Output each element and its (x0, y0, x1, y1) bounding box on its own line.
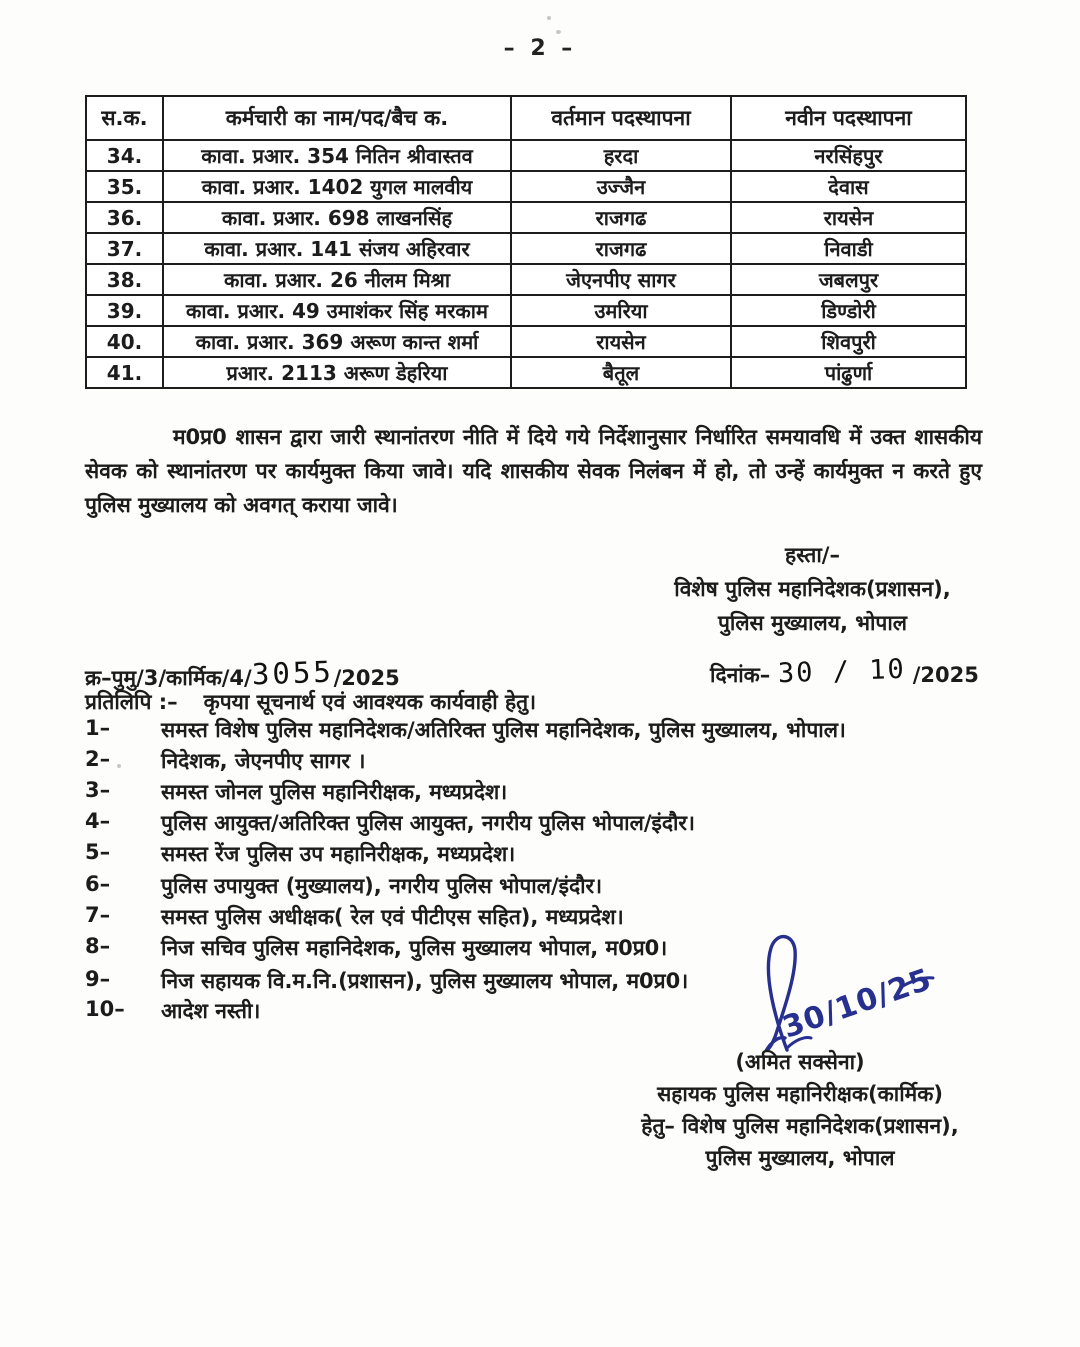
handwritten-signature (735, 930, 975, 1060)
cell-name: कावा. प्रआर. 141 संजय अहिरवार (163, 233, 511, 264)
signatory-office: पुलिस मुख्यालय, भोपाल (717, 611, 908, 635)
cell-name: कावा. प्रआर. 1402 युगल मालवीय (163, 171, 511, 202)
table-row (86, 357, 966, 388)
reference-number (85, 654, 400, 692)
list-item-number: 8– (85, 934, 111, 958)
list-item-number: 1– (85, 716, 111, 740)
col-header-current-posting: वर्तमान पदस्थापना (511, 96, 731, 140)
cell-current: राजगढ (511, 233, 731, 264)
list-item (85, 872, 985, 903)
list-item-text: आदेश नस्ती। (161, 999, 261, 1023)
cell-sno: 41. (86, 357, 163, 388)
list-item (85, 809, 985, 840)
list-item-text: पुलिस उपायुक्त (मुख्यालय), नगरीय पुलिस भोपाल/इंदौर। (161, 874, 603, 898)
list-item-text: पुलिस आयुक्त/अतिरिक्त पुलिस आयुक्त, नगरीय पुलिस भोपाल/इंदौर। (161, 811, 695, 835)
list-item-number: 9– (85, 967, 111, 991)
date-label: दिनांक– (710, 663, 771, 687)
list-item-text: समस्त जोनल पुलिस महानिरीक्षक, मध्यप्रदेश। (161, 780, 508, 804)
list-item-number: 5– (85, 840, 111, 864)
cell-current: जेएनपीए सागर (511, 264, 731, 295)
cell-new: नरसिंहपुर (731, 140, 966, 171)
cell-new: शिवपुरी (731, 326, 966, 357)
table-row (86, 202, 966, 233)
cell-sno: 40. (86, 326, 163, 357)
copy-to-heading (85, 688, 985, 716)
cell-current: उमरिया (511, 295, 731, 326)
reference-number-handwritten: 3055 (251, 654, 335, 692)
col-header-name: कर्मचारी का नाम/पद/बैच क. (163, 96, 511, 140)
list-item (85, 778, 985, 809)
list-item-text: निज सहायक वि.म.नि.(प्रशासन), पुलिस मुख्यालय भोपाल, म0प्र0। (161, 969, 689, 993)
cell-sno: 34. (86, 140, 163, 171)
scan-speck (556, 30, 561, 34)
table-row (86, 140, 966, 171)
scan-speck (547, 16, 551, 20)
list-item-number: 7– (85, 903, 111, 927)
cell-sno: 38. (86, 264, 163, 295)
list-item-number: 4– (85, 809, 111, 833)
cell-name: प्रआर. 2113 अरूण डेहरिया (163, 357, 511, 388)
date-year: /2025 (912, 663, 979, 687)
list-item-number: 2– (85, 747, 111, 771)
list-item (85, 716, 985, 747)
list-item-text: निज सचिव पुलिस महानिदेशक, पुलिस मुख्यालय भोपाल, म0प्र0। (161, 936, 668, 960)
cell-sno: 36. (86, 202, 163, 233)
list-item-number: 3– (85, 778, 111, 802)
signatory-block-bottom (615, 1046, 985, 1174)
list-item (85, 840, 985, 872)
list-item-number: 6– (85, 872, 111, 896)
copy-to-text: कृपया सूचनार्थ एवं आवश्यक कार्यवाही हेतु। (203, 690, 537, 714)
date-handwritten: 30 / 10 (777, 653, 906, 690)
release-instruction-paragraph: म0प्र0 शासन द्वारा जारी स्थानांतरण नीति में दिये गये निर्देशानुसार निर्धारित समयावधि में उक्त शासकीय सेवक को स्थानांतरण पर कार्यमुक्त किया जावे। यदि शासकीय सेवक निलंबन में हो, तो उन्हें कार्यमुक्त न करते हुए पुलिस मुख्यालय को अवगत् कराया जावे। (85, 425, 982, 517)
list-item-text: समस्त रेंज पुलिस उप महानिरीक्षक, मध्यप्रदेश। (161, 842, 516, 866)
signature-date-scribble: 30/10/25 (778, 961, 937, 1046)
table-header-row (86, 96, 966, 140)
transfer-table (85, 95, 967, 389)
signatory-office: पुलिस मुख्यालय, भोपाल (705, 1146, 895, 1170)
list-item-text: निदेशक, जेएनपीए सागर । (161, 749, 366, 773)
cell-current: रायसेन (511, 326, 731, 357)
cell-current: हरदा (511, 140, 731, 171)
signatory-for-designation: हेतु– विशेष पुलिस महानिदेशक(प्रशासन), (641, 1114, 959, 1138)
cell-name: कावा. प्रआर. 49 उमाशंकर सिंह मरकाम (163, 295, 511, 326)
cell-new: रायसेन (731, 202, 966, 233)
list-item-text: समस्त विशेष पुलिस महानिदेशक/अतिरिक्त पुलिस महानिदेशक, पुलिस मुख्यालय, भोपाल। (161, 718, 846, 742)
table-row (86, 233, 966, 264)
cell-new: देवास (731, 171, 966, 202)
cell-new: पांढुर्णा (731, 357, 966, 388)
copy-to-label: प्रतिलिपि :– (85, 690, 178, 714)
cell-new: डिण्डोरी (731, 295, 966, 326)
list-item-number: 10– (85, 997, 125, 1021)
table-row (86, 295, 966, 326)
table-row (86, 171, 966, 202)
list-item-text: समस्त पुलिस अधीक्षक( रेल एवं पीटीएस सहित), मध्यप्रदेश। (161, 905, 624, 929)
cell-name: कावा. प्रआर. 698 लाखनसिंह (163, 202, 511, 233)
cell-current: उज्जैन (511, 171, 731, 202)
cell-name: कावा. प्रआर. 369 अरूण कान्त शर्मा (163, 326, 511, 357)
page-number: – 2 – (503, 36, 577, 61)
col-header-sno: स.क. (86, 96, 163, 140)
signature-ink-icon (735, 930, 975, 1060)
table-row (86, 264, 966, 295)
signed-label: हस्ता/– (785, 543, 840, 567)
cell-name: कावा. प्रआर. 354 नितिन श्रीवास्तव (163, 140, 511, 171)
cell-sno: 39. (86, 295, 163, 326)
cell-sno: 37. (86, 233, 163, 264)
reference-number-suffix: /2025 (333, 666, 400, 690)
signatory-name: (अमित सक्सेना) (735, 1050, 865, 1074)
cell-name: कावा. प्रआर. 26 नीलम मिश्रा (163, 264, 511, 295)
cell-sno: 35. (86, 171, 163, 202)
reference-number-prefix: क्र–पुमु/3/कार्मिक/4/ (85, 666, 252, 690)
cell-current: राजगढ (511, 202, 731, 233)
signatory-block-top (640, 538, 985, 640)
cell-new: जबलपुर (731, 264, 966, 295)
date-field (710, 653, 979, 690)
signatory-designation: विशेष पुलिस महानिदेशक(प्रशासन), (674, 577, 951, 601)
signatory-designation: सहायक पुलिस महानिरीक्षक(कार्मिक) (657, 1082, 943, 1106)
list-item (85, 747, 985, 778)
cell-new: निवाडी (731, 233, 966, 264)
table-row (86, 326, 966, 357)
cell-current: बैतूल (511, 357, 731, 388)
col-header-new-posting: नवीन पदस्थापना (731, 96, 966, 140)
